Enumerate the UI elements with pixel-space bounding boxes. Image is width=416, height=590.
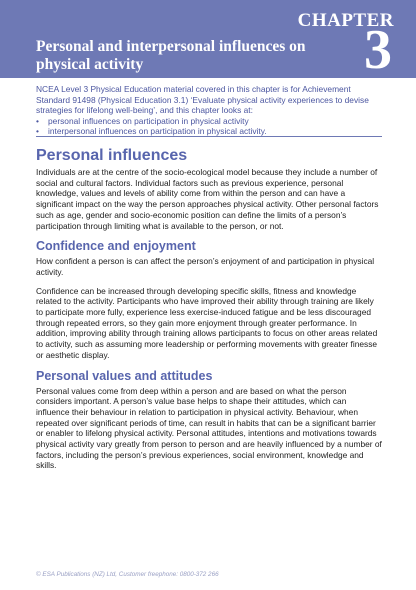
heading-personal-influences: Personal influences [36,147,188,164]
bullet-icon: • [36,115,39,126]
paragraph: Personal values come from deep within a person and are based on what the person considers important. A person’s value base helps to shape their attitudes, which can influence their behaviour in relation to participation in physical activity. Behaviour, when repeated over significant periods of time, can result in habits that can be a significant barrier or enabler to lifelong physical activity. Personal attitudes, intentions and motivations towards physical activity vary greatly from person to person and are heavily influenced by a number of factors, including the person’s previous experiences, social environment, knowledge and skills. [36,385,382,471]
intro-list [36,116,376,137]
chapter-intro [36,84,376,137]
paragraph: How confident a person is can affect the person’s enjoyment of and participation in physical activity. [36,256,375,277]
heading-values-attitudes: Personal values and attitudes [36,368,213,383]
chapter-number: 3 [364,19,392,81]
bullet-icon: • [36,126,39,137]
heading-confidence-enjoyment: Confidence and enjoyment [36,239,196,254]
intro-list-item-text: interpersonal influences on participation in physical activity. [48,126,267,137]
paragraph: Confidence can be increased through developing specific skills, fitness and knowledge related to the activity. Participants who have improved their ability through training are likely to participate more fully, experience less exercise-induced fatigue and be less discouraged through repeated errors, so they gain more enjoyment through greater performance. In addition, improving ability through training allows participants to focus on other areas related to activity, such as assuming more leadership or performing movements with greater finesse or aesthetic display. [36,285,378,360]
paragraph: Individuals are at the centre of the socio-ecological model because they include a number of social and cultural factors. Individual factors such as previous experience, personal knowledge, values and levels of ability come from within the person and can have a significant impact on the way the person approaches physical activity. Other personal factors such as age, gender and socio-economic position can define the limits of a person’s participation through limiting what is available to the person, or not. [36,167,379,231]
chapter-label: CHAPTER [297,10,394,31]
intro-list-item-text: personal influences on participation in physical activity [48,115,249,126]
intro-list-item [36,116,376,127]
chapter-banner [0,0,416,81]
page-footer: © ESA Publications (NZ) Ltd, Customer freephone: 0800-372 266 [36,571,219,578]
intro-text: NCEA Level 3 Physical Education material covered in this chapter is for Achievement Standard 91498 (Physical Education 3.1) ‘Evaluate physical activity experiences to devise strategies for lifelong well-being’, and this chapter looks at: [36,84,369,116]
intro-divider [36,136,382,137]
chapter-title: Personal and interpersonal influences on physical activity [36,38,306,73]
main-content [36,142,382,479]
